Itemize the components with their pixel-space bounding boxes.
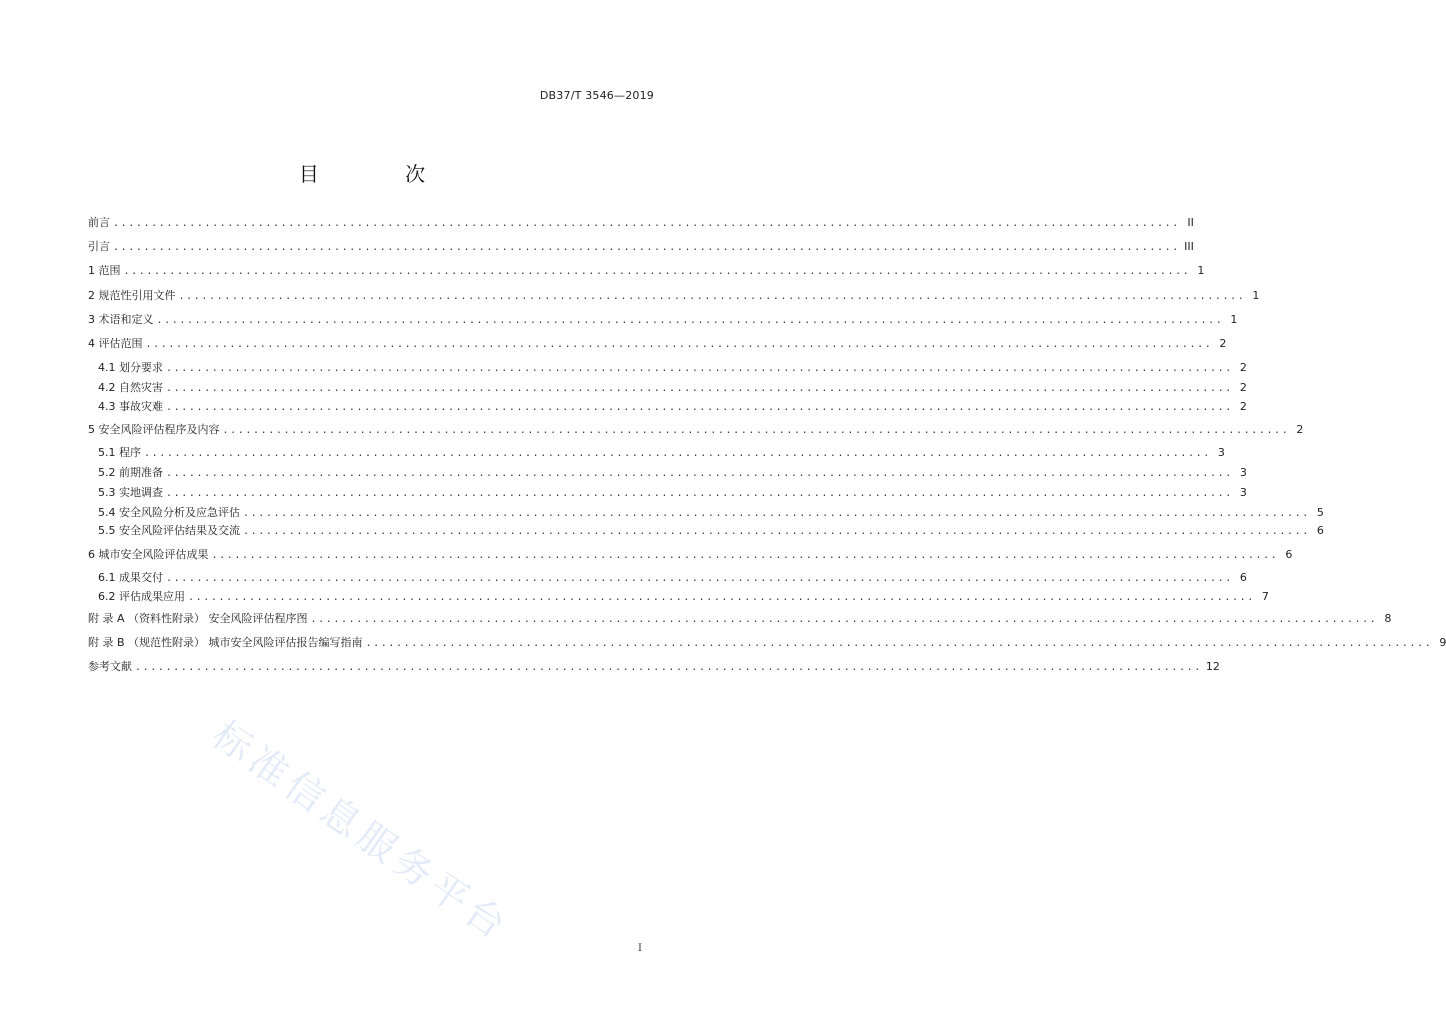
toc-entry-label: 2 规范性引用文件: [88, 289, 176, 302]
toc-dot-leader: ............................................................................................................................................: [135, 662, 1202, 673]
toc-entry-page: 3: [1239, 486, 1247, 499]
toc-entry-label: 引言: [88, 240, 110, 253]
toc-dot-leader: ............................................................................................................................................: [145, 339, 1213, 350]
toc-entry-page: 2: [1296, 423, 1304, 436]
toc-entry[interactable]: [88, 659, 1220, 675]
toc-dot-leader: ............................................................................................................................................: [243, 526, 1310, 537]
toc-entry-label: 5.4 安全风险分析及应急评估: [98, 506, 240, 519]
toc-entry-page: 9: [1439, 636, 1446, 649]
toc-entry-label: 6.2 评估成果应用: [98, 590, 185, 603]
toc-entry-page: 1: [1230, 313, 1238, 326]
toc-entry[interactable]: [88, 288, 1260, 304]
toc-entry-label: 5.2 前期准备: [98, 466, 163, 479]
standard-code: DB37/T 3546—2019: [539, 89, 654, 102]
toc-entry[interactable]: [88, 523, 1324, 539]
toc-entry-page: 2: [1219, 337, 1227, 350]
toc-entry-page: 1: [1197, 264, 1205, 277]
toc-dot-leader: ............................................................................................................................................: [156, 315, 1224, 326]
toc-entry-label: 3 术语和定义: [88, 313, 154, 326]
toc-dot-leader: ............................................................................................................................................: [365, 638, 1433, 649]
toc-entry[interactable]: [88, 589, 1269, 605]
toc-entry-label: 附 录 B （规范性附录） 城市安全风险评估报告编写指南: [88, 636, 363, 649]
toc-dot-leader: ............................................................................................................................................: [166, 468, 1233, 479]
toc-entry-label: 4 评估范围: [88, 337, 143, 350]
toc-entry-page: 3: [1239, 466, 1247, 479]
toc-dot-leader: ............................................................................................................................................: [144, 448, 1211, 459]
toc-entry-page: 2: [1239, 381, 1247, 394]
toc-entry-label: 6.1 成果交付: [98, 571, 163, 584]
toc-entry-page: 6: [1285, 548, 1293, 561]
toc-entry[interactable]: [88, 380, 1247, 396]
toc-entry-label: 4.3 事故灾难: [98, 400, 163, 413]
toc-dot-leader: ............................................................................................................................................: [188, 592, 1255, 603]
toc-entry-label: 5.5 安全风险评估结果及交流: [98, 524, 240, 537]
toc-entry-label: 4.2 自然灾害: [98, 381, 163, 394]
toc-entry-label: 6 城市安全风险评估成果: [88, 548, 209, 561]
toc-dot-leader: ............................................................................................................................................: [310, 614, 1378, 625]
page-title: 目 次: [298, 162, 466, 186]
toc-entry[interactable]: [88, 635, 1446, 651]
toc-entry[interactable]: [88, 547, 1293, 563]
toc-entry-page: 5: [1316, 506, 1324, 519]
toc-entry-label: 5 安全风险评估程序及内容: [88, 423, 220, 436]
toc-entry[interactable]: [88, 215, 1194, 231]
toc-entry-label: 4.1 划分要求: [98, 361, 163, 374]
toc-entry-page: 6: [1316, 524, 1324, 537]
toc-entry-label: 前言: [88, 216, 110, 229]
toc-dot-leader: ............................................................................................................................................: [113, 218, 1180, 229]
toc-entry-page: 3: [1217, 446, 1225, 459]
toc-dot-leader: ............................................................................................................................................: [166, 488, 1233, 499]
toc-dot-leader: ............................................................................................................................................: [211, 550, 1279, 561]
toc-entry-page: 8: [1384, 612, 1392, 625]
toc-dot-leader: ............................................................................................................................................: [166, 573, 1233, 584]
toc-entry[interactable]: [88, 445, 1225, 461]
page-number: I: [638, 943, 642, 954]
toc-dot-leader: ............................................................................................................................................: [166, 363, 1233, 374]
toc-dot-leader: ............................................................................................................................................: [166, 402, 1233, 413]
toc-entry-label: 5.1 程序: [98, 446, 141, 459]
toc-entry-page: 12: [1205, 660, 1220, 673]
toc-entry[interactable]: [88, 263, 1205, 279]
toc-entry-label: 1 范围: [88, 264, 121, 277]
toc-entry[interactable]: [88, 239, 1194, 255]
toc-entry[interactable]: [88, 422, 1304, 438]
toc-entry-page: 6: [1239, 571, 1247, 584]
toc-entry-page: 1: [1252, 289, 1260, 302]
toc-dot-leader: ............................................................................................................................................: [166, 383, 1233, 394]
toc-entry-label: 附 录 A （资料性附录） 安全风险评估程序图: [88, 612, 308, 625]
toc-dot-leader: ............................................................................................................................................: [243, 508, 1310, 519]
toc-entry-label: 5.3 实地调查: [98, 486, 163, 499]
watermark: 标准信息服务平台: [204, 712, 519, 951]
toc-dot-leader: ............................................................................................................................................: [178, 291, 1246, 302]
toc-dot-leader: ............................................................................................................................................: [222, 425, 1290, 436]
toc-entry[interactable]: [88, 485, 1247, 501]
toc-dot-leader: ............................................................................................................................................: [113, 242, 1180, 253]
toc-entry[interactable]: [88, 570, 1247, 586]
toc-entry[interactable]: [88, 611, 1392, 627]
toc-entry[interactable]: [88, 465, 1247, 481]
toc-entry-page: 2: [1239, 361, 1247, 374]
toc-entry[interactable]: [88, 312, 1238, 328]
toc-entry-page: II: [1187, 216, 1194, 229]
toc-dot-leader: ............................................................................................................................................: [123, 266, 1191, 277]
toc-entry-label: 参考文献: [88, 660, 132, 673]
toc-entry[interactable]: [88, 505, 1324, 521]
toc-entry[interactable]: [88, 336, 1227, 352]
toc-entry[interactable]: [88, 360, 1247, 376]
toc-entry[interactable]: [88, 399, 1247, 415]
toc-entry-page: 7: [1261, 590, 1269, 603]
toc-entry-page: III: [1184, 240, 1194, 253]
toc-entry-page: 2: [1239, 400, 1247, 413]
